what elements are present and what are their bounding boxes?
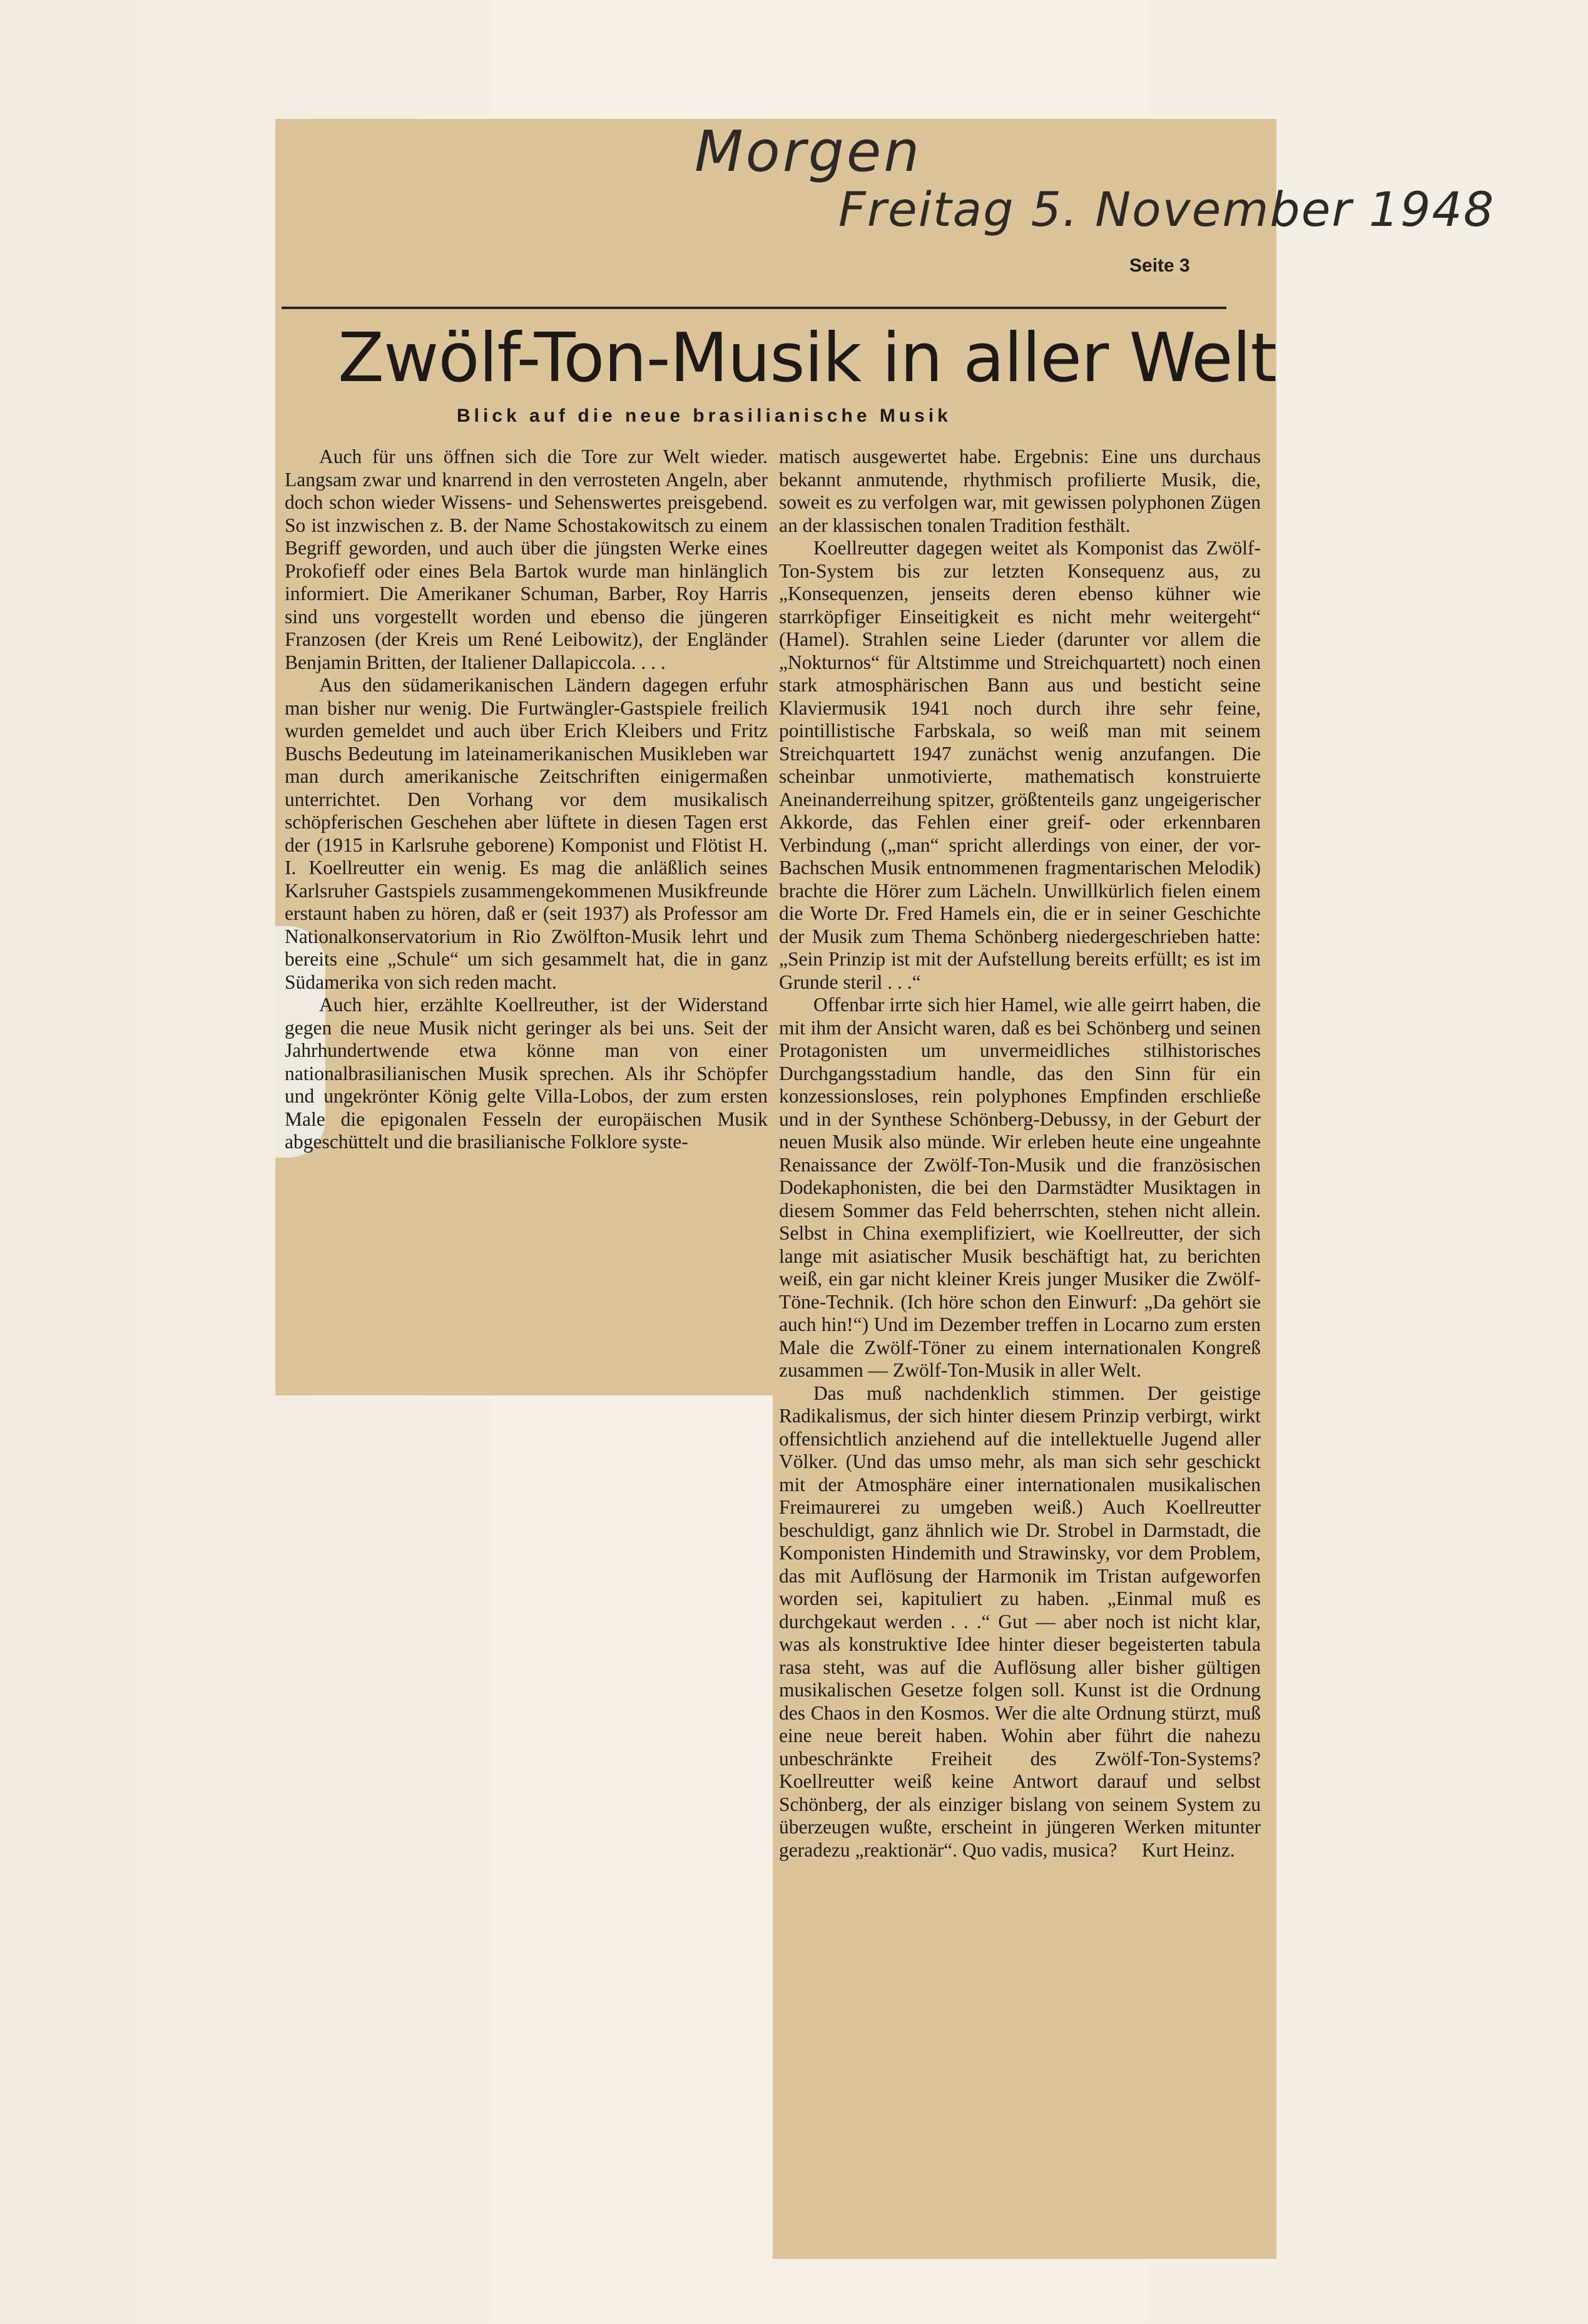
handwritten-source: Morgen [695,119,922,185]
handwritten-date: Freitag 5. November 1948 [838,181,1495,237]
header-rule [282,307,1226,309]
subheadline: Blick auf die neue brasilianische Musik [457,405,952,426]
author-signature: Kurt Heinz. [1141,1838,1235,1861]
paragraph: Offenbar irrte sich hier Hamel, wie alle geirrt haben, die mit ihm der Ansicht waren, daß es bei Schönberg und seinen Protagonisten um unvermeidliches stilhistorisches Durchgangsstadium handle, das den Sinn für ein konzessionsloses, rein polyphones Empfinden erschließe und in der Synthese Schönberg-Debussy, in der Geburt der neuen Musik also münde. Wir erleben heute eine ungeahnte Renaissance der Zwölf-Ton-Musik und die französischen Dodekaphonisten, die bei den Darmstädter Musiktagen in diesem Sommer das Feld beherrschten, stehen nicht allein. Selbst in China exemplifiziert, wie Koellreutter, der sich lange mit asiatischer Musik beschäftigt hat, zu berichten weiß, ein gar nicht kleiner Kreis junger Musiker die Zwölf-Töne-Technik. (Ich höre schon den Einwurf: „Da gehört sie auch hin!“) Und im Dezember treffen in Locarno zum ersten Male die Zwölf-Töner zu einem internationalen Kongreß zusammen — Zwölf-Ton-Musik in aller Welt. [779,994,1261,1381]
paragraph: Auch hier, erzählte Koellreuther, ist der Widerstand gegen die neue Musik nicht geringer als bei uns. Seit der Jahrhundertwende etwa könne man von einer nationalbrasilianischen Musik sprechen. Als ihr Schöpfer und ungekrönter König gelte Villa-Lobos, der zum ersten Male die epigonalen Fesseln der europäischen Musik abgeschüttelt und die brasilianische Folklore syste- [285,994,768,1153]
article-column-1 [285,446,768,1154]
paragraph: Koellreutter dagegen weitet als Komponist das Zwölf-Ton-System bis zur letzten Konsequenz aus, zu „Konsequenzen, jenseits deren ebenso kühner wie starrköpfiger Einseitigkeit es nicht mehr weitergeht“ (Hamel). Strahlen seine Lieder (darunter vor allem die „Nokturnos“ für Altstimme und Streichquartett) noch einen stark atmosphärischen Bann aus und besticht seine Klaviermusik 1941 noch durch ihre sehr feine, pointillistische Farbskala, so weiß man mit seinem Streichquartett 1947 zunächst wenig anzufangen. Die scheinbar unmotivierte, mathematisch konstruierte Aneinanderreihung spitzer, größtenteils ganz ungeigerischer Akkorde, das Fehlen einer greif- oder erkennbaren Verbindung („man“ spricht allerdings von einer, der vor-Bachschen Musik entnommenen fragmentarischen Melodik) brachte die Hörer zum Lächeln. Unwillkürlich fielen einem die Worte Dr. Fred Hamels ein, die er in seiner Geschichte der Musik zum Thema Schönberg niedergeschrieben hatte: „Sein Prinzip ist mit der Aufstellung bereits erfüllt; es ist im Grunde steril . . .“ [779,537,1261,993]
paragraph: Aus den südamerikanischen Ländern dagegen erfuhr man bisher nur wenig. Die Furtwängler-Gastspiele freilich wurden gemeldet und auch über Erich Kleibers und Fritz Buschs Bedeutung im lateinamerikanischen Musikleben war man durch amerikanische Zeitschriften einigermaßen unterrichtet. Den Vorhang vor dem musikalisch schöpferischen Geschehen aber lüftete in diesen Tagen erst der (1915 in Karlsruhe geborene) Komponist und Flötist H. I. Koellreutter ein wenig. Es mag die anläßlich seines Karlsruher Gastspiels zusammengekommenen Musikfreunde erstaunt haben zu hören, daß er (seit 1937) als Professor am Nationalkonservatorium in Rio Zwölfton-Musik lehrt und bereits eine „Schule“ um sich gesammelt hat, die in ganz Südamerika von sich reden macht. [285,674,768,993]
page-number: Seite 3 [1129,255,1190,276]
paragraph: Auch für uns öffnen sich die Tore zur Welt wieder. Langsam zwar und knarrend in den verrosteten Angeln, aber doch schon wieder Wissens- und Sehenswertes preisgebend. So ist inzwischen z. B. der Name Schostakowitsch zu einem Begriff geworden, und auch über die jüngsten Werke eines Prokofieff oder eines Bela Bartok wurde man hinlänglich informiert. Die Amerikaner Schuman, Barber, Roy Harris sind uns vorgestellt worden und ebenso die jüngeren Franzosen (der Kreis um René Leibowitz), der Engländer Benjamin Britten, der Italiener Dallapiccola. . . . [285,446,768,673]
paragraph: matisch ausgewertet habe. Ergebnis: Eine uns durchaus bekannt anmutende, rhythmisch profilierte Musik, die, soweit es zu verfolgen war, mit gewissen polyphonen Zügen an der klassischen tonalen Tradition festhält. [779,446,1261,536]
headline: Zwölf-Ton-Musik in aller Welt [338,319,1276,397]
paragraph [779,1382,1261,1862]
paragraph-text: Das muß nachdenklich stimmen. Der geistige Radikalismus, der sich hinter diesem Prinzip verbirgt, wirkt offensichtlich anziehend auf die intellektuelle Jugend aller Völker. (Und das umso mehr, als man sich sehr geschickt mit der Atmosphäre einer internationalen musikalischen Freimaurerei zu umgeben weiß.) Auch Koellreutter beschuldigt, ganz ähnlich wie Dr. Strobel in Darmstadt, die Komponisten Hindemith und Strawinsky, vor dem Problem, das mit Auflösung der Harmonik im Tristan aufgeworfen worden sei, kapituliert zu haben. „Einmal muß es durchgekaut werden . . .“ Gut — aber noch ist nicht klar, was als konstruktive Idee hinter dieser begeisterten tabula rasa steht, was auf die Auflösung aller bisher gültigen musikalischen Gesetze folgen soll. Kunst ist die Ordnung des Chaos in den Kosmos. Wer die alte Ordnung stürzt, muß eine neue bereit haben. Wohin aber führt die nahezu unbeschränkte Freiheit des Zwölf-Ton-Systems? Koellreutter weiß keine Antwort darauf und selbst Schönberg, der als einziger bislang von seinem System zu überzeugen wußte, erscheint in jüngeren Werken mitunter geradezu „reaktionär“. Quo vadis, musica? [779,1382,1261,1861]
article-column-2 [779,446,1261,1862]
